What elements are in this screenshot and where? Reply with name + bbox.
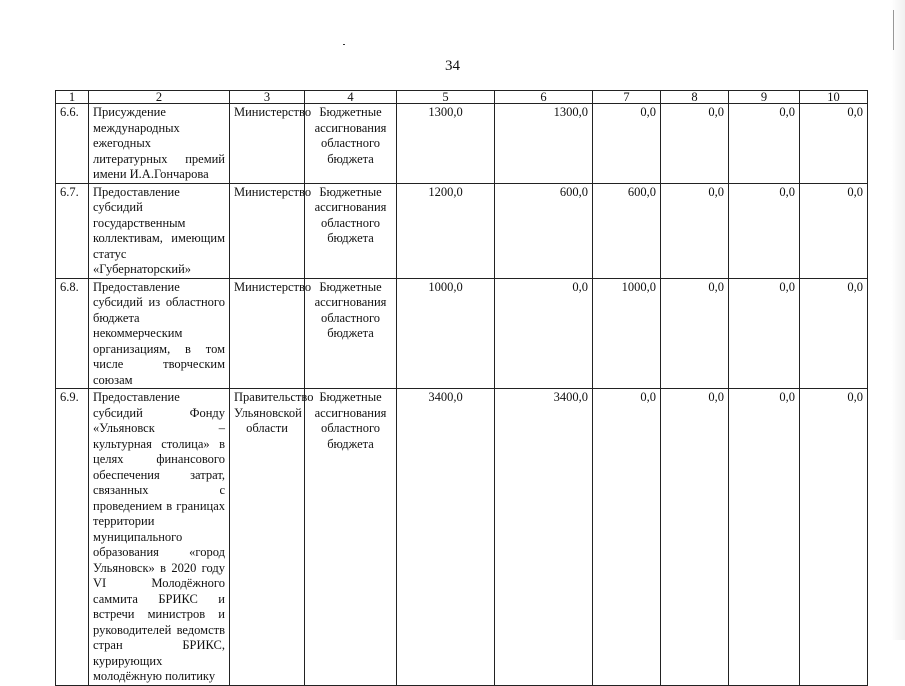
activity-name: Присуждение международных ежегодных литературных премий имени И.А.Гончарова	[89, 104, 230, 184]
value-col8: 0,0	[661, 278, 729, 389]
table-row	[56, 183, 868, 278]
value-col6: 3400,0	[495, 389, 593, 686]
column-header: 3	[230, 91, 305, 104]
row-number: 6.6.	[56, 104, 89, 184]
table-row	[56, 104, 868, 184]
executor: Министерство	[230, 183, 305, 278]
executor: Министерство	[230, 104, 305, 184]
value-col6: 0,0	[495, 278, 593, 389]
value-col7: 600,0	[593, 183, 661, 278]
column-header: 1	[56, 91, 89, 104]
column-header: 7	[593, 91, 661, 104]
row-number: 6.8.	[56, 278, 89, 389]
column-header: 5	[397, 91, 495, 104]
value-col10: 0,0	[800, 183, 868, 278]
value-col10: 0,0	[800, 389, 868, 686]
funding-source: Бюджетные ассигнования областного бюджета	[305, 104, 397, 184]
table-row	[56, 389, 868, 686]
value-col8: 0,0	[661, 104, 729, 184]
value-col9: 0,0	[729, 104, 800, 184]
column-header: 2	[89, 91, 230, 104]
page-number: 34	[445, 58, 460, 74]
column-header: 9	[729, 91, 800, 104]
value-col9: 0,0	[729, 278, 800, 389]
row-number: 6.7.	[56, 183, 89, 278]
value-col6: 1300,0	[495, 104, 593, 184]
value-col10: 0,0	[800, 278, 868, 389]
activity-name: Предоставление субсидий из областного бюджета некоммерческим организациям, в том числе творческим союзам	[89, 278, 230, 389]
value-total: 1300,0	[397, 104, 495, 184]
value-col10: 0,0	[800, 104, 868, 184]
scan-edge-shadow	[891, 0, 905, 640]
funding-source: Бюджетные ассигнования областного бюджета	[305, 278, 397, 389]
value-col9: 0,0	[729, 389, 800, 686]
value-total: 1200,0	[397, 183, 495, 278]
funding-source: Бюджетные ассигнования областного бюджета	[305, 389, 397, 686]
column-header: 4	[305, 91, 397, 104]
value-col7: 0,0	[593, 104, 661, 184]
value-total: 3400,0	[397, 389, 495, 686]
value-col7: 1000,0	[593, 278, 661, 389]
activity-name: Предоставление субсидий Фонду «Ульяновск – культурная столица» в целях финансового обеспечения затрат, связанных с проведением в границах территории муниципального образования «город Ульяновск» в 2020 году VI Молодёжного саммита БРИКС и встречи министров и руководителей ведомств стран БРИКС, курирующих молодёжную политику	[89, 389, 230, 686]
budget-table	[55, 90, 868, 686]
column-header: 10	[800, 91, 868, 104]
column-header: 6	[495, 91, 593, 104]
table-row	[56, 278, 868, 389]
funding-source: Бюджетные ассигнования областного бюджета	[305, 183, 397, 278]
scan-mark	[343, 44, 345, 45]
value-col7: 0,0	[593, 389, 661, 686]
table-header-row	[56, 91, 868, 104]
row-number: 6.9.	[56, 389, 89, 686]
executor: Правительство Ульяновской области	[230, 389, 305, 686]
value-col8: 0,0	[661, 389, 729, 686]
value-col9: 0,0	[729, 183, 800, 278]
column-header: 8	[661, 91, 729, 104]
activity-name: Предоставление субсидий государственным коллективам, имеющим статус «Губернаторский»	[89, 183, 230, 278]
executor: Министерство	[230, 278, 305, 389]
value-col8: 0,0	[661, 183, 729, 278]
value-col6: 600,0	[495, 183, 593, 278]
value-total: 1000,0	[397, 278, 495, 389]
